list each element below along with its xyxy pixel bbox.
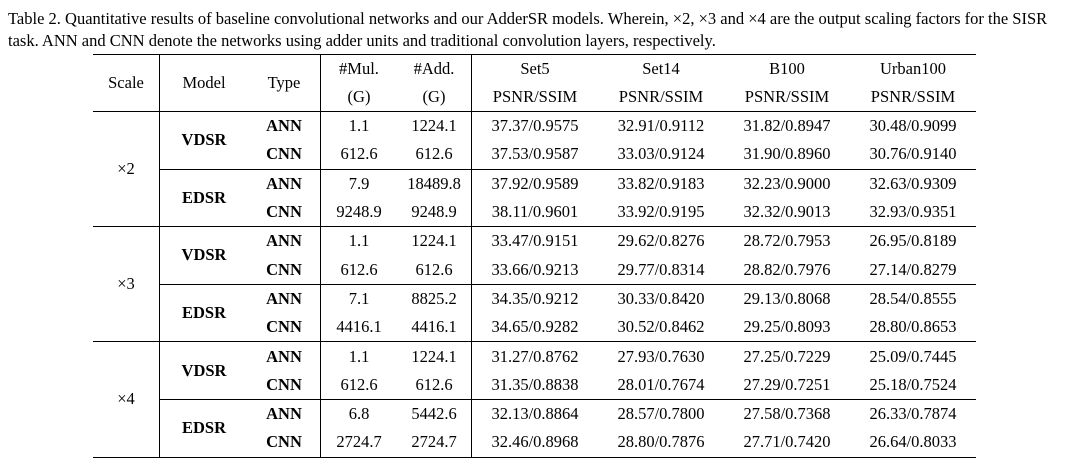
model-cell: VDSR <box>160 342 249 400</box>
header-set14: Set14 <box>598 55 724 84</box>
scale-cell: ×2 <box>93 112 160 227</box>
header-add-unit: (G) <box>422 87 446 106</box>
mul-cell: 9248.9 <box>321 198 398 227</box>
value-cell-b100: 28.82/0.7976 <box>743 259 831 279</box>
mul-cell: 612.6 <box>321 255 398 284</box>
value-cell-set14: 30.33/0.8420 <box>598 284 724 313</box>
value-cell-b100: 29.13/0.8068 <box>724 284 850 313</box>
value-cell-set5: 38.11/0.9601 <box>472 198 599 227</box>
header-model: Model <box>160 55 249 112</box>
add-cell: 8825.2 <box>397 284 472 313</box>
type-cell: ANN <box>248 399 321 428</box>
value-cell-urban100: 30.76/0.9140 <box>869 144 957 164</box>
value-cell-b100: 29.25/0.8093 <box>743 317 831 337</box>
header-scale: Scale <box>93 55 160 112</box>
type-cell: CNN <box>248 428 321 457</box>
value-cell-set14: 33.03/0.9124 <box>617 144 705 164</box>
header-metric-b100: PSNR/SSIM <box>744 87 830 106</box>
add-cell: 1224.1 <box>397 112 472 141</box>
model-cell: VDSR <box>160 227 249 285</box>
type-cell: CNN <box>266 317 302 337</box>
type-cell: CNN <box>266 144 302 164</box>
value-cell-b100: 31.90/0.8960 <box>743 144 831 164</box>
value-cell-b100: 27.29/0.7251 <box>743 374 831 394</box>
mul-cell: 612.6 <box>321 140 398 169</box>
header-metric-set5: PSNR/SSIM <box>472 83 599 112</box>
value-cell-urban100: 32.93/0.9351 <box>869 202 957 222</box>
value-cell-set5: 37.92/0.9589 <box>472 169 599 198</box>
value-cell-set14: 29.77/0.8314 <box>617 259 705 279</box>
header-metric-set14: PSNR/SSIM <box>618 87 704 106</box>
header-add: #Add. <box>397 55 472 84</box>
value-cell-b100: 28.72/0.7953 <box>724 227 850 256</box>
header-set5: Set5 <box>472 55 599 84</box>
add-cell: 9248.9 <box>411 202 457 222</box>
value-cell-set14: 29.62/0.8276 <box>598 227 724 256</box>
value-cell-b100: 27.58/0.7368 <box>724 399 850 428</box>
header-mul: #Mul. <box>321 55 398 84</box>
table-row <box>93 112 976 141</box>
value-cell-set14: 28.01/0.7674 <box>617 374 705 394</box>
add-cell: 612.6 <box>415 144 453 164</box>
type-cell: ANN <box>248 342 321 371</box>
value-cell-urban100: 26.95/0.8189 <box>850 227 976 256</box>
header-mul-unit: (G) <box>321 83 398 112</box>
value-cell-set5: 37.53/0.9587 <box>472 140 599 169</box>
mul-cell: 1.1 <box>321 112 398 141</box>
mul-cell: 7.9 <box>321 169 398 198</box>
value-cell-urban100: 26.64/0.8033 <box>850 428 976 457</box>
add-cell: 612.6 <box>415 259 453 279</box>
scale-cell: ×4 <box>93 342 160 457</box>
value-cell-urban100: 25.18/0.7524 <box>869 374 957 394</box>
mul-cell: 612.6 <box>321 371 398 400</box>
type-cell: CNN <box>266 374 302 394</box>
results-table <box>93 54 976 458</box>
add-cell: 1224.1 <box>397 227 472 256</box>
table-row <box>93 227 976 256</box>
value-cell-set5: 31.35/0.8838 <box>472 371 599 400</box>
value-cell-set14: 30.52/0.8462 <box>617 317 705 337</box>
model-cell: EDSR <box>160 169 249 227</box>
value-cell-urban100: 27.14/0.8279 <box>869 259 957 279</box>
value-cell-b100: 31.82/0.8947 <box>724 112 850 141</box>
value-cell-urban100: 26.33/0.7874 <box>850 399 976 428</box>
type-cell: ANN <box>248 227 321 256</box>
mul-cell: 1.1 <box>321 227 398 256</box>
value-cell-b100: 32.23/0.9000 <box>724 169 850 198</box>
scale-cell: ×3 <box>93 227 160 342</box>
add-cell: 5442.6 <box>397 399 472 428</box>
add-cell: 2724.7 <box>397 428 472 457</box>
table-row <box>93 342 976 371</box>
add-cell: 4416.1 <box>411 317 457 337</box>
add-cell: 1224.1 <box>397 342 472 371</box>
value-cell-set5: 34.65/0.9282 <box>472 313 599 342</box>
header-b100: B100 <box>724 55 850 84</box>
mul-cell: 6.8 <box>321 399 398 428</box>
value-cell-urban100: 32.63/0.9309 <box>850 169 976 198</box>
header-urban100: Urban100 <box>850 55 976 84</box>
table-row <box>93 399 976 428</box>
value-cell-set5: 32.13/0.8864 <box>472 399 599 428</box>
value-cell-set14: 32.91/0.9112 <box>598 112 724 141</box>
value-cell-set14: 33.92/0.9195 <box>617 202 705 222</box>
table-caption: Table 2. Quantitative results of baseline convolutional networks and our AdderSR models. Wherein, ×2, ×3 and ×4 are the output scaling factors for the SISR task. ANN and CNN denote the networks using adder units and traditional convolution layers, respectively. <box>8 9 1048 50</box>
type-cell: ANN <box>248 169 321 198</box>
type-cell: CNN <box>266 202 302 222</box>
value-cell-set14: 28.57/0.7800 <box>598 399 724 428</box>
value-cell-set5: 37.37/0.9575 <box>472 112 599 141</box>
value-cell-set5: 32.46/0.8968 <box>472 428 599 457</box>
mul-cell: 2724.7 <box>321 428 398 457</box>
header-metric-urban100: PSNR/SSIM <box>870 87 956 106</box>
value-cell-b100: 27.71/0.7420 <box>724 428 850 457</box>
mul-cell: 7.1 <box>321 284 398 313</box>
value-cell-set14: 33.82/0.9183 <box>598 169 724 198</box>
value-cell-set5: 31.27/0.8762 <box>472 342 599 371</box>
mul-cell: 1.1 <box>321 342 398 371</box>
value-cell-set5: 33.66/0.9213 <box>472 255 599 284</box>
value-cell-urban100: 28.54/0.8555 <box>850 284 976 313</box>
model-cell: EDSR <box>160 284 249 342</box>
header-row <box>93 55 976 84</box>
value-cell-urban100: 28.80/0.8653 <box>869 317 957 337</box>
mul-cell: 4416.1 <box>321 313 398 342</box>
value-cell-urban100: 30.48/0.9099 <box>850 112 976 141</box>
type-cell: ANN <box>248 284 321 313</box>
table-row <box>93 169 976 198</box>
value-cell-set14: 27.93/0.7630 <box>598 342 724 371</box>
type-cell: CNN <box>266 259 302 279</box>
model-cell: VDSR <box>160 112 249 170</box>
header-type: Type <box>248 55 321 112</box>
type-cell: ANN <box>248 112 321 141</box>
value-cell-b100: 32.32/0.9013 <box>743 202 831 222</box>
value-cell-set5: 33.47/0.9151 <box>472 227 599 256</box>
table-row <box>93 284 976 313</box>
add-cell: 612.6 <box>415 374 453 394</box>
value-cell-b100: 27.25/0.7229 <box>724 342 850 371</box>
add-cell: 18489.8 <box>397 169 472 198</box>
model-cell: EDSR <box>160 399 249 457</box>
value-cell-urban100: 25.09/0.7445 <box>850 342 976 371</box>
value-cell-set14: 28.80/0.7876 <box>598 428 724 457</box>
value-cell-set5: 34.35/0.9212 <box>472 284 599 313</box>
